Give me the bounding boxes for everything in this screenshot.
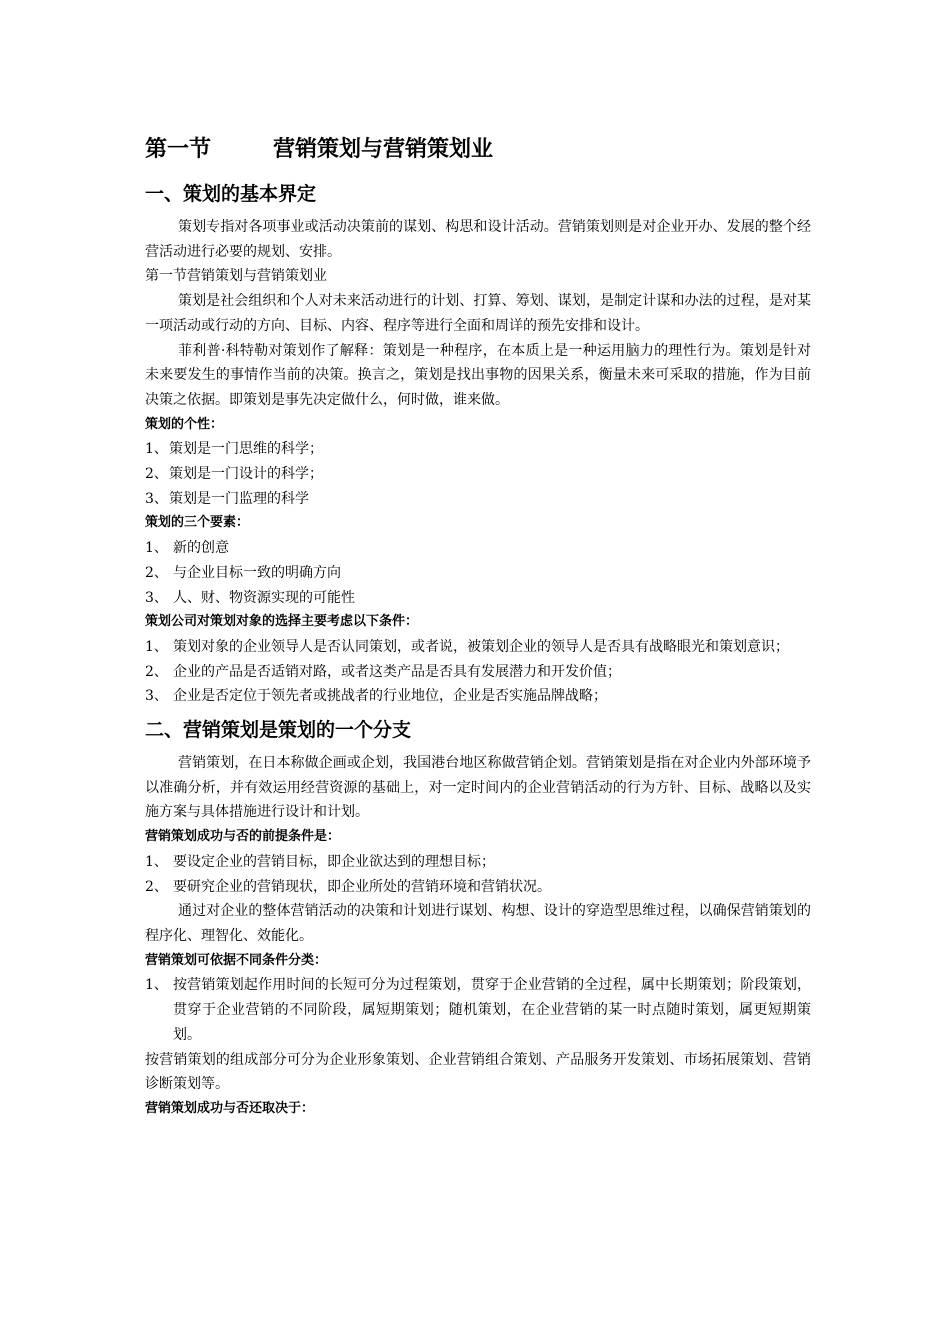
list-text: 企业是否定位于领先者或挑战者的行业地位，企业是否实施品牌战略； — [173, 688, 607, 705]
subheading-premise: 营销策划成功与否的前提条件是： — [145, 829, 341, 845]
list-number: 1、 — [145, 441, 168, 458]
document-page — [145, 133, 811, 1122]
subheading-depends: 营销策划成功与否还取决于： — [145, 1100, 315, 1116]
subheading-conditions: 策划公司对策划对象的选择主要考虑以下条件： — [145, 614, 419, 630]
paragraph: 营销策划，在日本称做企画或企划，我国港台地区称做营销企划。营销策划是指在对企业内外部环境予以准确分析，并有效运用经营资源的基础上，对一定时间内的企业营销活动的行为方针、目标、战略以及实施方案与具体措施进行设计和计划。 — [145, 755, 811, 821]
list-item — [145, 850, 811, 875]
page-title — [145, 133, 811, 167]
list-item — [145, 437, 811, 462]
paragraph: 按营销策划的组成部分可分为企业形象策划、企业营销组合策划、产品服务开发策划、市场拓展策划、营销诊断策划等。 — [145, 1051, 811, 1093]
list-item — [145, 462, 811, 487]
paragraph: 策划专指对各项事业或活动决策前的谋划、构思和设计活动。营销策划则是对企业开办、发展的整个经营活动进行必要的规划、安排。 — [145, 219, 811, 260]
list-text: 新的创意 — [173, 540, 229, 557]
list-item — [145, 973, 811, 1047]
list-number: 1、 — [145, 977, 168, 994]
list-number: 3、 — [145, 589, 168, 606]
section-title: 营销策划与营销策划业 — [273, 137, 494, 162]
list-text: 要设定企业的营销目标，即企业欲达到的理想目标； — [173, 853, 495, 870]
list-text: 策划是一门思维的科学； — [169, 441, 323, 458]
list-number: 2、 — [145, 878, 168, 895]
list-number: 1、 — [145, 638, 168, 655]
list-text: 策划是一门监理的科学 — [169, 490, 309, 507]
paragraph: 第一节营销策划与营销策划业 — [145, 268, 327, 285]
list-item — [145, 536, 811, 561]
list-number: 1、 — [145, 853, 168, 870]
list-item — [145, 586, 811, 611]
paragraph: 策划是社会组织和个人对未来活动进行的计划、打算、筹划、谋划，是制定计谋和办法的过程，是对某一项活动或行动的方向、目标、内容、程序等进行全面和周详的预先安排和设计。 — [145, 293, 811, 334]
list-text: 企业的产品是否适销对路，或者这类产品是否具有发展潜力和开发价值； — [173, 663, 621, 680]
paragraph: 菲利普·科特勒对策划作了解释：策划是一种程序，在本质上是一种运用脑力的理性行为。策划是针对未来要发生的事情作当前的决策。换言之，策划是找出事物的因果关系，衡量未来可采取的措施，作为目前决策之依据。即策划是事先决定做什么，何时做，谁来做。 — [145, 342, 811, 408]
list-text: 策划对象的企业领导人是否认同策划，或者说，被策划企业的领导人是否具有战略眼光和策划意识； — [173, 638, 789, 655]
list-item — [145, 561, 811, 586]
list-number: 2、 — [145, 663, 168, 680]
subheading-classify: 营销策划可依据不同条件分类： — [145, 952, 328, 968]
list-number: 2、 — [145, 466, 168, 483]
list-item — [145, 660, 811, 685]
list-text: 与企业目标一致的明确方向 — [173, 564, 341, 581]
list-item — [145, 487, 811, 512]
list-text: 按营销策划起作用时间的长短可分为过程策划，贯穿于企业营销的全过程，属中长期策划；阶段策划，贯穿于企业营销的不同阶段，属短期策划；随机策划，在企业营销的某一时点随时策划，属更短期策划。 — [173, 977, 811, 1043]
heading-basic-definition: 一、策划的基本界定 — [145, 183, 317, 205]
subheading-elements: 策划的三个要素： — [145, 515, 250, 531]
list-number: 3、 — [145, 688, 168, 705]
subheading-traits: 策划的个性： — [145, 416, 224, 432]
list-text: 人、财、物资源实现的可能性 — [173, 589, 355, 606]
list-number: 3、 — [145, 490, 168, 507]
list-text: 策划是一门设计的科学； — [169, 466, 323, 483]
paragraph: 通过对企业的整体营销活动的决策和计划进行谋划、构想、设计的穿造型思维过程，以确保营销策划的程序化、理智化、效能化。 — [145, 903, 811, 944]
list-item — [145, 635, 811, 660]
list-number: 1、 — [145, 540, 168, 557]
list-item — [145, 684, 811, 709]
list-number: 2、 — [145, 564, 168, 581]
list-item — [145, 875, 811, 900]
heading-marketing-branch: 二、营销策划是策划的一个分支 — [145, 719, 412, 742]
section-number: 第一节 — [145, 137, 212, 162]
list-text: 要研究企业的营销现状，即企业所处的营销环境和营销状况。 — [173, 878, 551, 895]
